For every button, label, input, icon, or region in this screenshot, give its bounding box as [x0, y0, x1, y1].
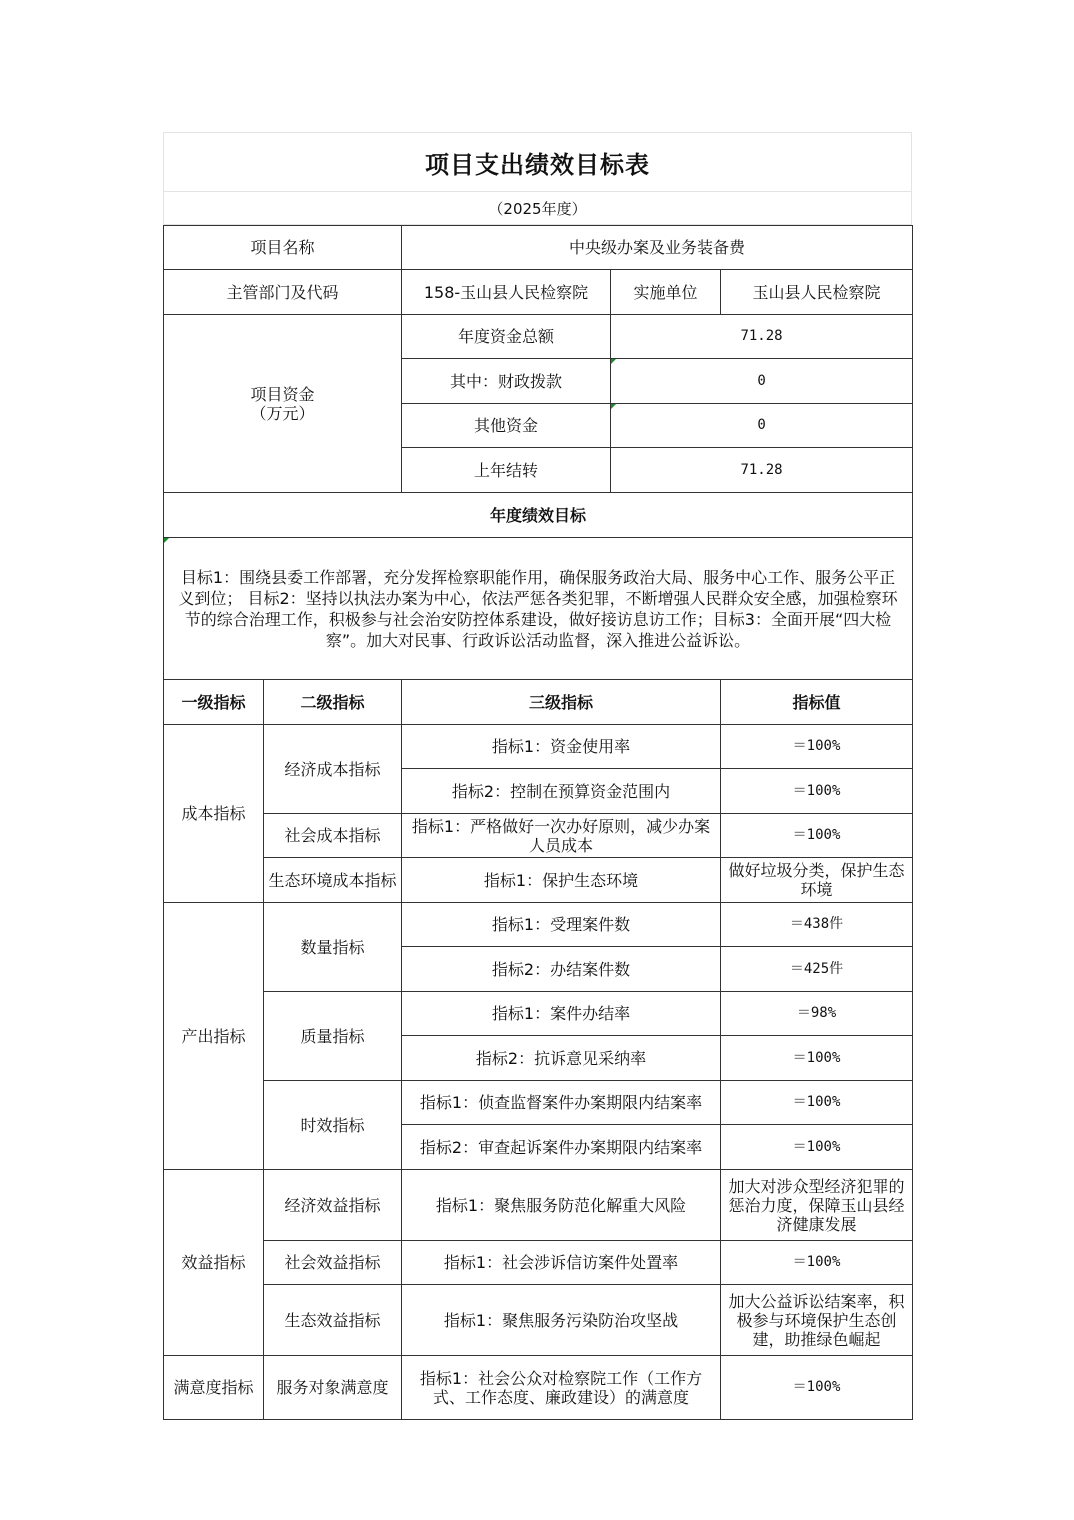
funds-label-line2: （万元） [250, 403, 315, 423]
header-value: 指标值 [721, 680, 913, 725]
dept-label: 主管部门及代码 [164, 270, 402, 315]
indicator-value: ＝100% [721, 814, 913, 858]
indicator-name: 指标1：保护生态环境 [402, 858, 721, 903]
indicator-value: ＝100% [721, 1356, 913, 1420]
indicator-value: ＝98% [721, 992, 913, 1036]
project-name-value: 中央级办案及业务装备费 [402, 226, 913, 270]
level2-timeliness: 时效指标 [264, 1081, 402, 1170]
indicator-name: 指标2：控制在预算资金范围内 [402, 769, 721, 814]
funds-item-label: 年度资金总额 [402, 315, 611, 359]
level1-benefit: 效益指标 [164, 1170, 264, 1356]
level2-service-satisfaction: 服务对象满意度 [264, 1356, 402, 1420]
indicator-value: 加大对涉众型经济犯罪的惩治力度，保障玉山县经济健康发展 [721, 1170, 913, 1241]
page-title: 项目支出绩效目标表 [163, 132, 912, 191]
indicator-name: 指标1：聚焦服务防范化解重大风险 [402, 1170, 721, 1241]
indicator-value: ＝100% [721, 1036, 913, 1081]
indicator-value: 加大公益诉讼结案率，积极参与环境保护生态创建，助推绿色崛起 [721, 1285, 913, 1356]
indicator-value: ＝425件 [721, 947, 913, 992]
level2-econ-benefit: 经济效益指标 [264, 1170, 402, 1241]
indicator-value: ＝100% [721, 1125, 913, 1170]
dept-value: 158-玉山县人民检察院 [402, 270, 611, 315]
indicator-name: 指标1：资金使用率 [402, 725, 721, 769]
indicator-name: 指标1：社会涉诉信访案件处置率 [402, 1241, 721, 1285]
annual-goal-heading: 年度绩效目标 [164, 493, 913, 538]
funds-item-value: 71.28 [611, 315, 913, 359]
header-level3: 三级指标 [402, 680, 721, 725]
header-level1: 一级指标 [164, 680, 264, 725]
funds-item-value: 0 [611, 404, 913, 448]
indicator-name: 指标1：案件办结率 [402, 992, 721, 1036]
indicator-name: 指标1：社会公众对检察院工作（工作方式、工作态度、廉政建设）的满意度 [402, 1356, 721, 1420]
indicator-value: ＝100% [721, 1081, 913, 1125]
level2-quantity: 数量指标 [264, 903, 402, 992]
indicator-name: 指标2：审查起诉案件办案期限内结案率 [402, 1125, 721, 1170]
indicator-value: ＝438件 [721, 903, 913, 947]
level1-output: 产出指标 [164, 903, 264, 1170]
annual-goal-text: 目标1：围绕县委工作部署，充分发挥检察职能作用，确保服务政治大局、服务中心工作、服务公平正义到位； 目标2：坚持以执法办案为中心，依法严惩各类犯罪，不断增强人民群众安全感，加强检察环节的综合治理工作，积极参与社会治安防控体系建设，做好接访息访工作；目标3：全面开展“四大检察”。加大对民事、行政诉讼活动监督，深入推进公益诉讼。 [164, 538, 913, 680]
indicator-value: ＝100% [721, 725, 913, 769]
level2-econ-cost: 经济成本指标 [264, 725, 402, 814]
funds-item-label: 其他资金 [402, 404, 611, 448]
level1-satisfaction: 满意度指标 [164, 1356, 264, 1420]
target-table [163, 225, 913, 1420]
level2-eco-benefit: 生态效益指标 [264, 1285, 402, 1356]
level2-quality: 质量指标 [264, 992, 402, 1081]
indicator-value: 做好垃圾分类，保护生态环境 [721, 858, 913, 903]
level1-cost: 成本指标 [164, 725, 264, 903]
funds-label-line1: 项目资金 [250, 384, 315, 404]
indicator-name: 指标1：侦查监督案件办案期限内结案率 [402, 1081, 721, 1125]
funds-item-value: 0 [611, 359, 913, 404]
indicator-value: ＝100% [721, 769, 913, 814]
funds-item-label: 其中：财政拨款 [402, 359, 611, 404]
year-label: （2025年度） [163, 191, 912, 225]
level2-social-cost: 社会成本指标 [264, 814, 402, 858]
level2-eco-cost: 生态环境成本指标 [264, 858, 402, 903]
indicator-name: 指标2：办结案件数 [402, 947, 721, 992]
indicator-name: 指标1：严格做好一次办好原则，减少办案人员成本 [402, 814, 721, 858]
funds-item-label: 上年结转 [402, 448, 611, 493]
impl-value: 玉山县人民检察院 [721, 270, 913, 315]
impl-label: 实施单位 [611, 270, 721, 315]
level2-social-benefit: 社会效益指标 [264, 1241, 402, 1285]
project-name-label: 项目名称 [164, 226, 402, 270]
funds-item-value: 71.28 [611, 448, 913, 493]
indicator-name: 指标1：受理案件数 [402, 903, 721, 947]
funds-label [164, 315, 402, 493]
indicator-name: 指标1：聚焦服务污染防治攻坚战 [402, 1285, 721, 1356]
header-level2: 二级指标 [264, 680, 402, 725]
indicator-name: 指标2：抗诉意见采纳率 [402, 1036, 721, 1081]
indicator-value: ＝100% [721, 1241, 913, 1285]
performance-target-sheet [163, 132, 912, 1420]
